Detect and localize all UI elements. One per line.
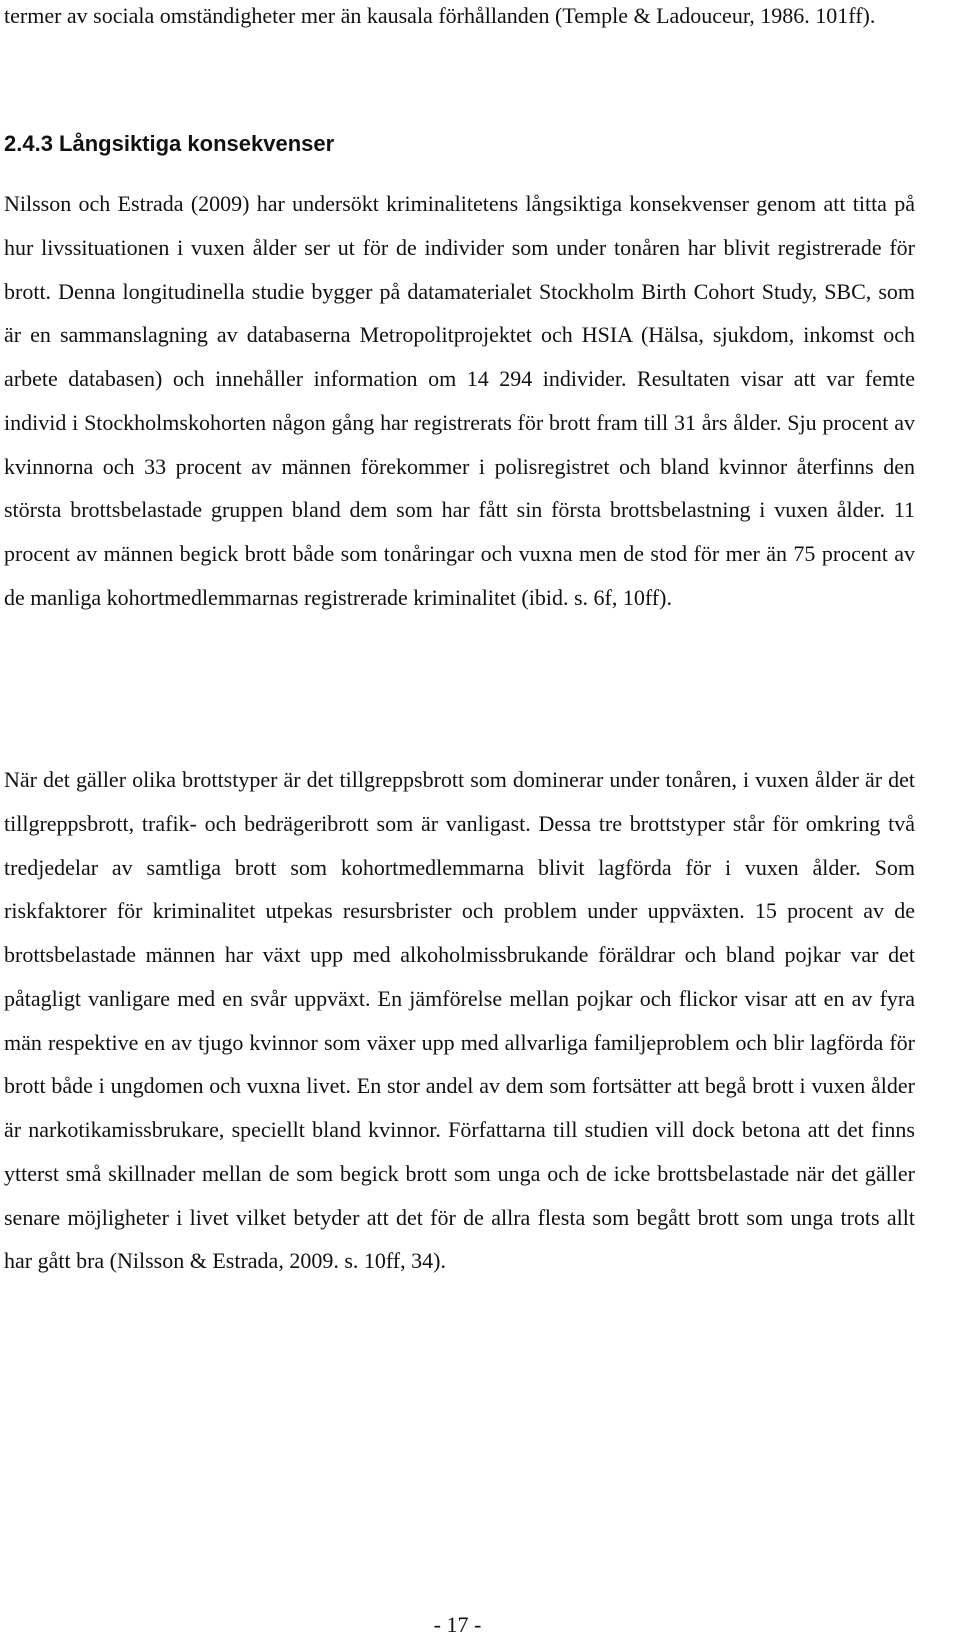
body-paragraph-1: Nilsson och Estrada (2009) har undersökt kriminalitetens långsiktiga konsekvenser genom att titta på hur livssituationen i vuxen ålder ser ut för de individer som under tonåren har blivit registrerade för brott. Denna longitudinella studie bygger på datamaterialet Stockholm Birth Cohort Study, SBC, som är en sammanslagning av databaserna Metropolitprojektet och HSIA (Hälsa, sjukdom, inkomst och arbete databasen) och innehåller information om 14 294 individer. Resultaten visar att var femte individ i Stockholmskohorten någon gång har registrerats för brott fram till 31 års ålder. Sju procent av kvinnorna och 33 procent av männen förekommer i polisregistret och bland kvinnor återfinns den största brottsbelastade gruppen bland dem som har fått sin första brottsbelastning i vuxen ålder. 11 procent av männen begick brott både som tonåringar och vuxna men de stod för mer än 75 procent av de manliga kohortmedlemmarnas registrerade kriminalitet (ibid. s. 6f, 10ff). (4, 191, 915, 610)
page-number: - 17 - (433, 1612, 482, 1637)
intro-paragraph: termer av sociala omständigheter mer än kausala förhållanden (Temple & Ladouceur, 1986. 101ff). (4, 3, 876, 28)
body-paragraph-2: När det gäller olika brottstyper är det tillgreppsbrott som dominerar under tonåren, i vuxen ålder är det tillgreppsbrott, trafik- och bedrägeribrott som är vanligast. Dessa tre brottstyper står för omkring två tredjedelar av samtliga brott som kohortmedlemmarna blivit lagförda för i vuxen ålder. Som riskfaktorer för kriminalitet utpekas resursbrister och problem under uppväxten. 15 procent av de brottsbelastade männen har växt upp med alkoholmissbrukande föräldrar och bland pojkar var det påtagligt vanligare med en svår uppväxt. En jämförelse mellan pojkar och flickor visar att en av fyra män respektive en av tjugo kvinnor som växer upp med allvarliga familjeproblem och blir lagförda för brott både i ungdomen och vuxna livet. En stor andel av dem som fortsätter att begå brott i vuxen ålder är narkotikamissbrukare, speciellt bland kvinnor. Författarna till studien vill dock betona att det finns ytterst små skillnader mellan de som begick brott som unga och de icke brottsbelastade när det gäller senare möjligheter i livet vilket betyder att det för de allra flesta som begått brott som unga trots allt har gått bra (Nilsson & Estrada, 2009. s. 10ff, 34). (4, 767, 915, 1274)
section-heading: 2.4.3 Långsiktiga konsekvenser (4, 131, 335, 156)
